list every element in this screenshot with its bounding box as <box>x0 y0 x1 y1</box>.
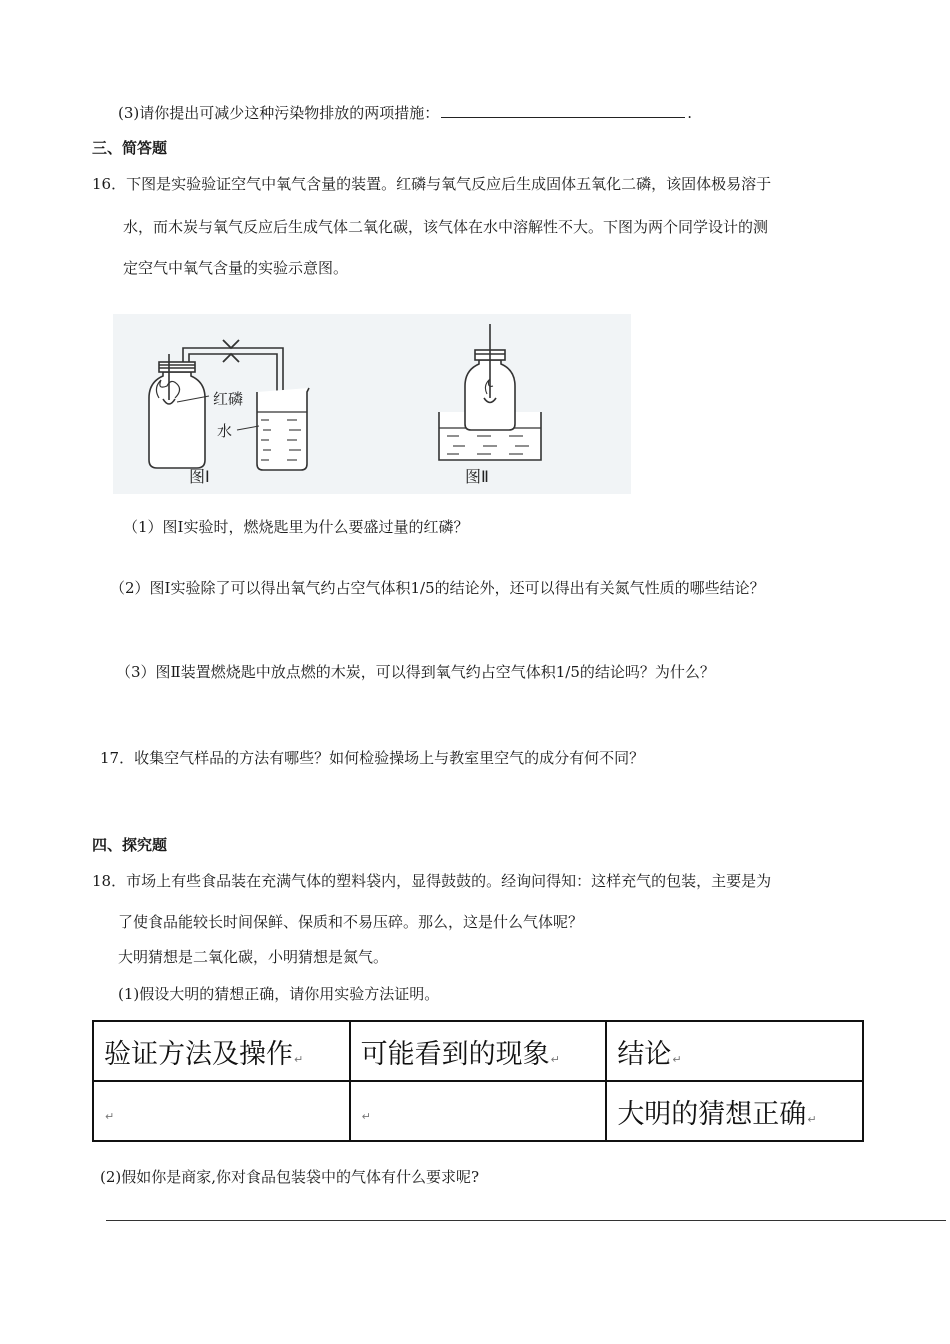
caption-figure-1: 图Ⅰ <box>189 467 210 486</box>
table-row <box>93 1081 863 1141</box>
table-header-row <box>93 1021 863 1081</box>
caption-figure-2: 图Ⅱ <box>465 467 489 486</box>
q17: 17．收集空气样品的方法有哪些？如何检验操场上与教室里空气的成分有何不同？ <box>100 749 645 767</box>
apparatus-diagram <box>113 314 631 494</box>
table-cell-phenomenon[interactable]: ↵ <box>350 1081 607 1141</box>
table-cell-conclusion: 大明的猜想正确↵ <box>606 1081 863 1141</box>
clamp <box>223 340 239 362</box>
answer-blank[interactable] <box>441 103 685 118</box>
answer-line[interactable] <box>106 1220 946 1221</box>
q16-line3: 定空气中氧气含量的实验示意图。 <box>123 259 349 277</box>
q18-line1: 18．市场上有些食品装在充满气体的塑料袋内，显得鼓鼓的。经询问得知：这样充气的包装，主要是为 <box>92 872 772 890</box>
q16-line1: 16．下图是实验验证空气中氧气含量的装置。红磷与氧气反应后生成固体五氧化二磷，该固体极易溶于 <box>92 175 772 193</box>
verification-table <box>92 1020 864 1142</box>
section-heading-short-answer: 三、简答题 <box>92 139 168 157</box>
q16-sub3: （3）图Ⅱ装置燃烧匙中放点燃的木炭，可以得到氧气约占空气体积1/5的结论吗？为什么？ <box>116 663 715 681</box>
table-cell-method[interactable]: ↵ <box>93 1081 350 1141</box>
table-header-cell: 验证方法及操作↵ <box>93 1021 350 1081</box>
table-header-cell: 结论↵ <box>606 1021 863 1081</box>
q18-sub2: (2)假如你是商家,你对食品包装袋中的气体有什么要求呢? <box>100 1168 480 1186</box>
q15-part3: (3)请你提出可减少这种污染物排放的两项措施： . <box>118 104 693 122</box>
q18-line2: 了使食品能较长时间保鲜、保质和不易压碎。那么，这是什么气体呢？ <box>118 913 584 931</box>
stopper-1 <box>159 362 195 372</box>
q16-sub1: （1）图Ⅰ实验时，燃烧匙里为什么要盛过量的红磷？ <box>123 518 469 536</box>
label-red-phosphorus: 红磷 <box>213 390 244 408</box>
q18-line3: 大明猜想是二氧化碳，小明猜想是氮气。 <box>118 948 389 966</box>
q18-sub1: (1)假设大明的猜想正确，请你用实验方法证明。 <box>118 985 440 1003</box>
q16-line2: 水，而木炭与氧气反应后生成气体二氧化碳，该气体在水中溶解性不大。下图为两个同学设计的测 <box>123 218 769 236</box>
experiment-figure <box>113 314 631 494</box>
label-water: 水 <box>217 422 233 440</box>
q16-sub2: （2）图Ⅰ实验除了可以得出氧气约占空气体积1/5的结论外，还可以得出有关氮气性质的哪些结论？ <box>110 579 765 597</box>
beaker <box>257 388 309 470</box>
section-heading-inquiry: 四、探究题 <box>92 836 168 854</box>
table-header-cell: 可能看到的现象↵ <box>350 1021 607 1081</box>
